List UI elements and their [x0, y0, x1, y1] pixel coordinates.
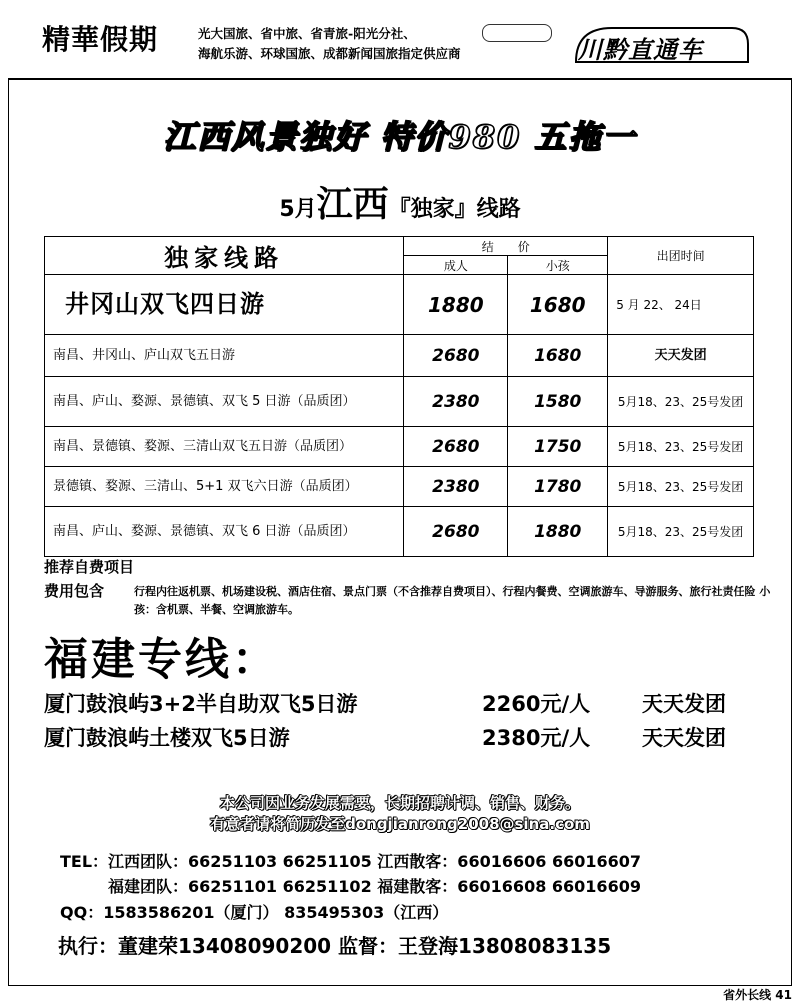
agency-line-1: 光大国旅、省中旅、省青旅-阳光分社、 — [198, 26, 416, 41]
page-label: 省外长线 41 — [723, 988, 792, 1002]
route-name: 南昌、井冈山、庐山双飞五日游 — [45, 335, 404, 377]
route-name: 井冈山双飞四日游 — [45, 275, 404, 335]
adult-price: 1880 — [404, 275, 508, 335]
adult-price: 2680 — [404, 507, 508, 557]
title-suffix: 『独家』线路 — [388, 197, 521, 222]
brand-logo-right: 川黔直通车 — [578, 36, 703, 64]
table-row — [45, 507, 754, 557]
fujian-route-price: 2260元/人 — [482, 692, 591, 716]
header-route: 独家线路 — [45, 237, 404, 275]
table-row — [45, 467, 754, 507]
child-price: 1680 — [508, 335, 608, 377]
child-price: 1880 — [508, 507, 608, 557]
title-main: 江西 — [316, 184, 389, 225]
title-month: 5月 — [279, 197, 317, 222]
table-row — [45, 275, 754, 335]
footer-divider — [8, 985, 792, 986]
route-name: 南昌、庐山、婺源、景德镇、双飞 6 日游（品质团） — [45, 507, 404, 557]
depart-date: 5 月 22、 24日 — [608, 275, 754, 335]
header-price: 结 价 — [404, 237, 608, 256]
recommend-label: 推荐自费项目 — [44, 558, 135, 576]
recruit-line-2: 有意者请将简历发至dongjianrong2008@sina.com — [210, 815, 590, 833]
child-price: 1780 — [508, 467, 608, 507]
fujian-route-date: 天天发团 — [642, 692, 726, 716]
header-adult: 成人 — [404, 256, 508, 275]
table-row — [45, 427, 754, 467]
header-child: 小孩 — [508, 256, 608, 275]
route-name: 南昌、景德镇、婺源、三清山双飞五日游（品质团） — [45, 427, 404, 467]
adult-price: 2680 — [404, 427, 508, 467]
fujian-route-name: 厦门鼓浪屿土楼双飞5日游 — [44, 726, 290, 750]
recruit-line-1: 本公司因业务发展需要，长期招聘计调、销售、财务。 — [219, 794, 580, 812]
bus-outline-icon — [572, 22, 752, 70]
depart-date: 5月18、23、25号发团 — [608, 467, 754, 507]
fujian-route-row — [44, 688, 726, 718]
route-name: 南昌、庐山、婺源、景德镇、双飞 5 日游（品质团） — [45, 377, 404, 427]
header-date: 出团时间 — [608, 237, 754, 275]
fujian-route-name: 厦门鼓浪屿3+2半自助双飞5日游 — [44, 692, 358, 716]
fee-text: 行程内往返机票、机场建设税、酒店住宿、景点门票（不含推荐自费项目）、行程内餐费、空调旅游车、导游服务、旅行社责任险 小孩：含机票、半餐、空调旅游车。 — [134, 585, 771, 616]
contact-qq: QQ：1583586201（厦门） 835495303（江西） — [60, 903, 449, 922]
partner-badge-icon — [482, 24, 552, 42]
header-divider — [8, 78, 792, 80]
contact-tel-jiangxi: TEL：江西团队：66251103 66251105 江西散客：66016606 66016607 — [60, 852, 642, 871]
contact-tel-fujian: 福建团队：66251101 66251102 福建散客：66016608 66016609 — [60, 877, 641, 896]
fujian-route-date: 天天发团 — [642, 726, 726, 750]
depart-date: 5月18、23、25号发团 — [608, 427, 754, 467]
brand-logo: 精華假期 — [42, 23, 159, 56]
fujian-route-price: 2380元/人 — [482, 726, 591, 750]
fee-label: 费用包含 — [44, 582, 105, 600]
route-name: 景德镇、婺源、三清山、5+1 双飞六日游（品质团） — [45, 467, 404, 507]
depart-date: 天天发团 — [608, 335, 754, 377]
table-row — [45, 377, 754, 427]
adult-price: 2680 — [404, 335, 508, 377]
fujian-title: 福建专线： — [44, 634, 279, 685]
child-price: 1750 — [508, 427, 608, 467]
agency-line-2: 海航乐游、环球国旅、成都新闻国旅指定供应商 — [198, 46, 461, 61]
fujian-route-row — [44, 722, 726, 752]
child-price: 1680 — [508, 275, 608, 335]
depart-date: 5月18、23、25号发团 — [608, 507, 754, 557]
table-row — [45, 335, 754, 377]
adult-price: 2380 — [404, 377, 508, 427]
adult-price: 2380 — [404, 467, 508, 507]
slogan-banner: 江西风景独好 特价980 五拖一 — [163, 118, 637, 156]
child-price: 1580 — [508, 377, 608, 427]
depart-date: 5月18、23、25号发团 — [608, 377, 754, 427]
page-title — [0, 176, 800, 227]
route-price-table — [44, 236, 754, 557]
executive-contact: 执行：董建荣13408090200 监督：王登海13808083135 — [58, 934, 612, 958]
